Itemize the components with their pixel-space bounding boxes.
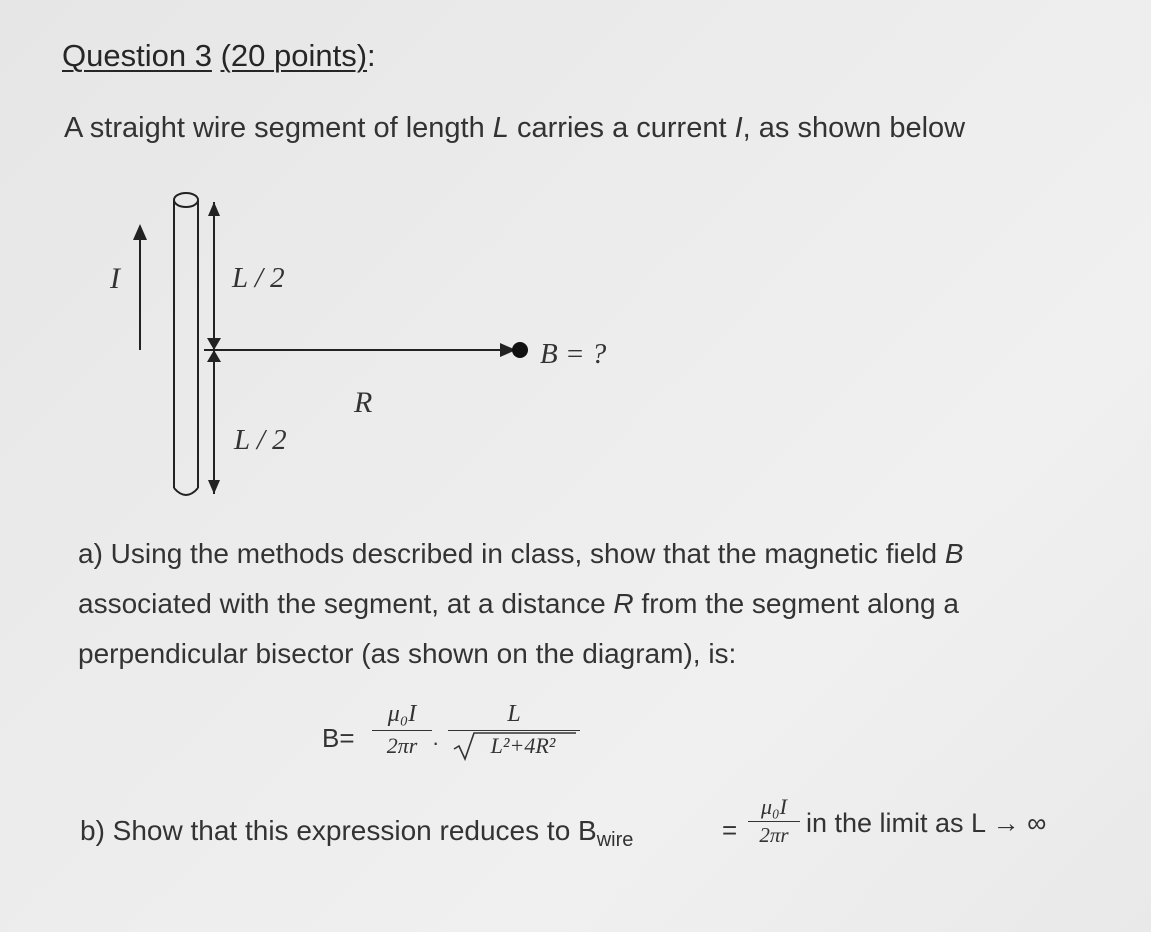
part-a-var-B: B bbox=[944, 538, 964, 569]
part-b-numerator: μ₀I bbox=[760, 794, 788, 819]
part-a-line2-text-a: associated with the segment, at a distance bbox=[78, 588, 614, 619]
lower-half-label: L / 2 bbox=[234, 424, 287, 456]
current-label: I bbox=[110, 262, 120, 295]
intro-part2: carries a current bbox=[508, 112, 735, 144]
part-a-line2-text-b: from the segment along a bbox=[633, 588, 959, 619]
question-colon: : bbox=[367, 38, 376, 73]
part-a-line1-text: a) Using the methods described in class, show that the magnetic field bbox=[78, 538, 945, 569]
part-b-subscript: wire bbox=[596, 829, 634, 851]
formula-dot: · bbox=[432, 730, 440, 755]
question-points: (20 points) bbox=[220, 38, 368, 73]
question-title: Question 3 bbox=[62, 38, 212, 73]
upper-half-label: L / 2 bbox=[232, 262, 285, 294]
part-b-fraction bbox=[748, 794, 800, 848]
part-a-line1 bbox=[78, 538, 964, 570]
field-label: B = ? bbox=[540, 338, 607, 370]
current-arrowhead bbox=[133, 224, 147, 240]
fraction-2-numerator: L bbox=[507, 701, 521, 727]
fraction-1-numerator: μ₀I bbox=[387, 701, 417, 727]
part-a-line2 bbox=[78, 588, 959, 620]
formula-fraction-1 bbox=[372, 700, 432, 759]
intro-part1: A straight wire segment of length bbox=[64, 112, 493, 144]
part-a-var-R: R bbox=[613, 588, 634, 619]
sqrt-symbol bbox=[452, 731, 578, 761]
part-b-denominator: 2πr bbox=[759, 823, 789, 847]
field-point bbox=[512, 342, 528, 358]
fraction-1-denominator: 2πr bbox=[386, 733, 418, 758]
sqrt-content: L²+4R² bbox=[490, 733, 556, 758]
part-b-equals: = bbox=[722, 815, 738, 845]
part-a-line3: perpendicular bisector (as shown on the diagram), is: bbox=[78, 638, 737, 669]
wire-segment bbox=[174, 193, 198, 495]
part-b-text bbox=[80, 815, 634, 851]
intro-part3: , as shown below bbox=[742, 112, 966, 144]
formula-fraction-2 bbox=[448, 700, 580, 759]
intro-var-L: L bbox=[492, 112, 509, 144]
part-b-limit-text: in the limit as L → ∞ bbox=[806, 808, 1047, 838]
formula-prefix: B= bbox=[322, 723, 355, 753]
fraction-2-denominator bbox=[448, 733, 580, 759]
intro-var-I: I bbox=[734, 112, 743, 144]
length-dimension bbox=[204, 202, 224, 494]
part-b-text-a: b) Show that this expression reduces to B bbox=[80, 815, 597, 846]
distance-label: R bbox=[354, 386, 373, 419]
